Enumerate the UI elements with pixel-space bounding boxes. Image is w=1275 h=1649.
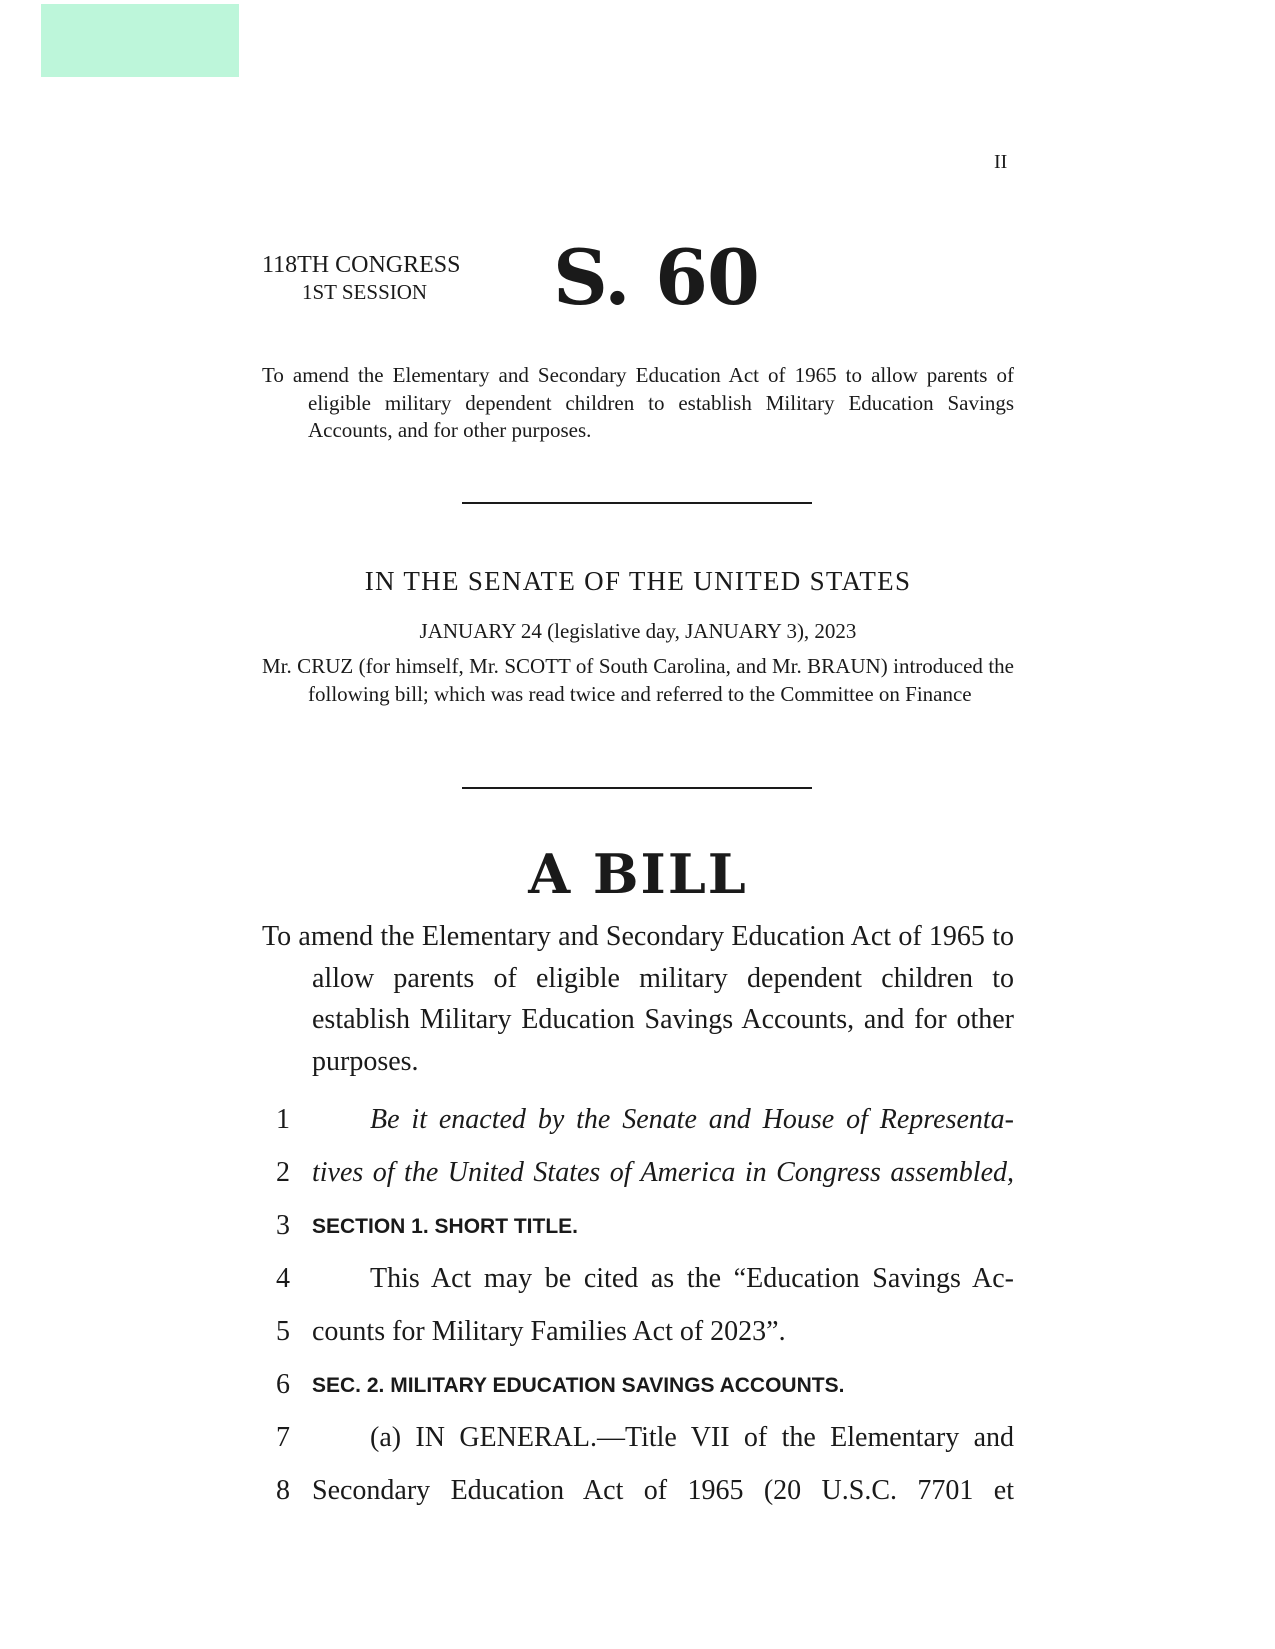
bill-line bbox=[262, 1210, 1014, 1250]
line-number: 7 bbox=[276, 1422, 290, 1453]
line-text: This Act may be cited as the “Education Savings Ac- bbox=[370, 1263, 1014, 1294]
divider-rule bbox=[462, 787, 812, 789]
divider-rule bbox=[462, 502, 812, 504]
section-heading: SEC. 2. MILITARY EDUCATION SAVINGS ACCOUNTS. bbox=[312, 1374, 845, 1397]
line-number: 8 bbox=[276, 1475, 290, 1506]
long-title: To amend the Elementary and Secondary Education Act of 1965 to allow parents of eligible military dependent children to establish Military Education Savings Accounts, and for other purposes. bbox=[262, 921, 1014, 1077]
congress-label: 118TH CONGRESS bbox=[262, 252, 461, 278]
section-heading: SECTION 1. SHORT TITLE. bbox=[312, 1215, 579, 1238]
bill-line bbox=[262, 1104, 1014, 1144]
page-marker: II bbox=[994, 151, 1008, 173]
bill-line bbox=[262, 1263, 1014, 1303]
session-label: 1ST SESSION bbox=[302, 280, 428, 304]
date-line: JANUARY 24 (legislative day, JANUARY 3), 2023 bbox=[419, 619, 857, 643]
line-number: 6 bbox=[276, 1369, 290, 1400]
a-bill-heading: A BILL bbox=[528, 842, 748, 906]
bill-line bbox=[262, 1157, 1014, 1197]
highlight-tab bbox=[41, 4, 239, 77]
line-text: counts for Military Families Act of 2023”. bbox=[312, 1316, 786, 1347]
bill-line bbox=[262, 1316, 1014, 1356]
line-number: 2 bbox=[276, 1157, 290, 1188]
line-number: 1 bbox=[276, 1104, 290, 1135]
bill-number: S. 60 bbox=[553, 233, 759, 322]
bill-line bbox=[262, 1369, 1014, 1409]
line-text: Be it enacted by the Senate and House of Representa- bbox=[370, 1104, 1014, 1135]
line-text: tives of the United States of America in Congress assembled, bbox=[312, 1157, 1014, 1188]
line-text: (a) IN GENERAL.—Title VII of the Elementary and bbox=[370, 1422, 1014, 1453]
congress-session bbox=[262, 252, 472, 306]
line-number: 5 bbox=[276, 1316, 290, 1347]
bill-line bbox=[262, 1422, 1014, 1462]
short-description: To amend the Elementary and Secondary Education Act of 1965 to allow parents of eligible military dependent children to establish Military Education Savings Accounts, and for other purposes. bbox=[262, 363, 1014, 442]
sponsors-paragraph: Mr. CRUZ (for himself, Mr. SCOTT of South Carolina, and Mr. BRAUN) introduced the following bill; which was read twice and referred to the Committee on Finance bbox=[262, 654, 1014, 706]
line-text: Secondary Education Act of 1965 (20 U.S.C. 7701 et bbox=[312, 1475, 1014, 1506]
senate-heading: IN THE SENATE OF THE UNITED STATES bbox=[364, 566, 912, 596]
bill-line bbox=[262, 1475, 1014, 1515]
line-number: 4 bbox=[276, 1263, 290, 1294]
line-number: 3 bbox=[276, 1210, 290, 1241]
